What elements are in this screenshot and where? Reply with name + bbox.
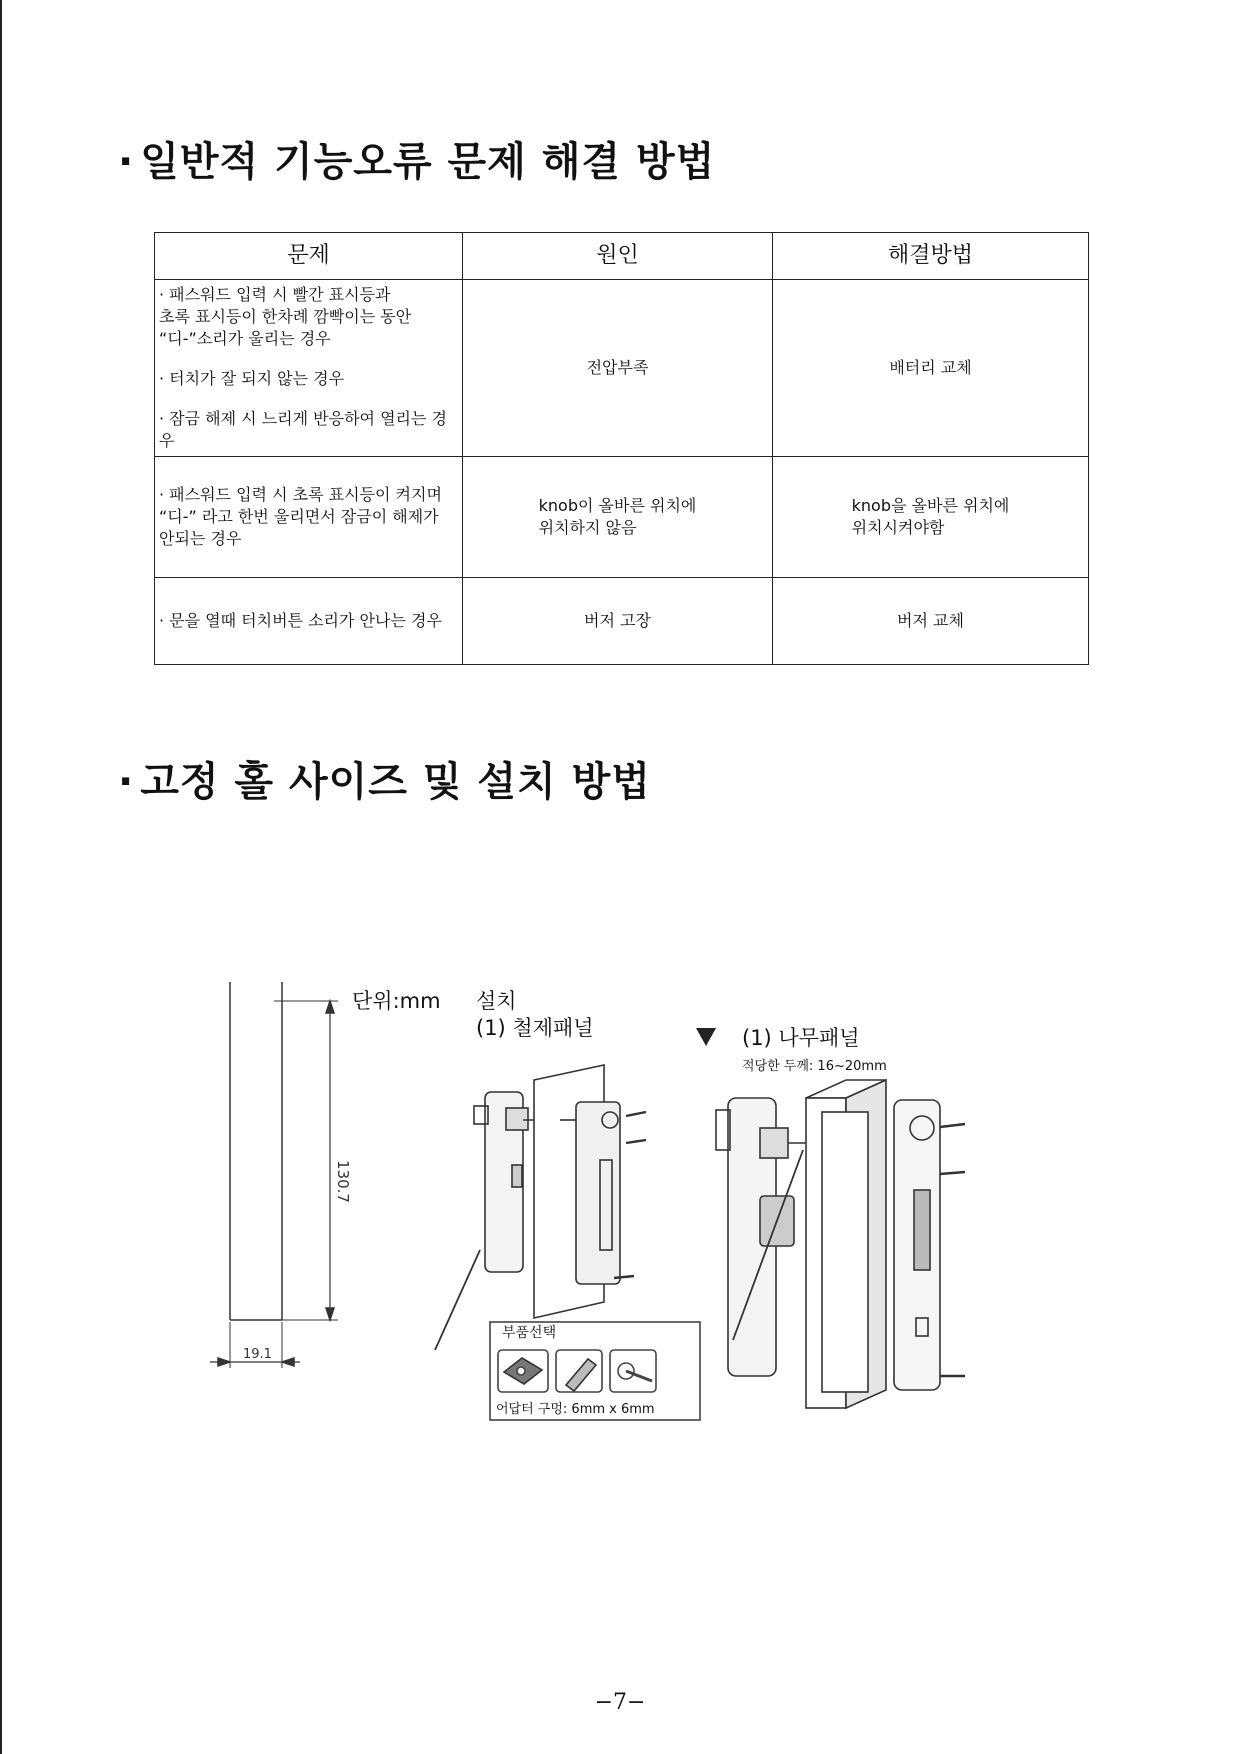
problem-line: “디-” 라고 한번 울리면서 잠금이 해제가 — [159, 507, 439, 526]
cause-line: knob이 올바른 위치에 — [538, 496, 697, 515]
title-bullet: · — [118, 139, 135, 185]
cause-cell: 전압부족 — [463, 280, 773, 457]
steel-panel-label: (1) 철제패널 — [476, 1016, 594, 1040]
cause-cell — [463, 457, 773, 578]
problem-line: “디-”소리가 울리는 경우 — [159, 329, 331, 348]
hole-size-drawing — [210, 982, 338, 1368]
solution-cell — [773, 457, 1089, 578]
solution-line: 위치시켜야함 — [851, 518, 945, 537]
parts-select-label: 부품선택 — [502, 1325, 557, 1341]
table-row — [155, 457, 1089, 578]
screw-icon — [614, 1112, 646, 1278]
problem-line: · 문을 열때 터치버튼 소리가 안나는 경우 — [159, 611, 442, 630]
solution-cell: 버저 교체 — [773, 578, 1089, 665]
height-dimension: 130.7 — [334, 1160, 352, 1203]
solution-line: knob을 올바른 위치에 — [851, 496, 1010, 515]
unit-label: 단위:mm — [352, 989, 441, 1013]
cam-part-icon — [556, 1350, 602, 1392]
title-bullet: · — [118, 759, 135, 805]
cause-cell: 버저 고장 — [463, 578, 773, 665]
install-title — [118, 750, 651, 807]
header-problem: 문제 — [155, 233, 463, 280]
width-dimension: 19.1 — [243, 1347, 272, 1362]
page-number: −7− — [594, 1690, 646, 1715]
page-edge-line — [0, 0, 2, 1754]
troubleshooting-title-text: 일반적 기능오류 문제 해결 방법 — [140, 139, 716, 185]
problem-line: · 패스워드 입력 시 빨간 표시등과 — [159, 285, 391, 304]
table-header-row — [155, 233, 1089, 280]
troubleshooting-title — [118, 130, 715, 187]
problem-cell — [155, 578, 463, 665]
table-row — [155, 280, 1089, 457]
solution-cell: 배터리 교체 — [773, 280, 1089, 457]
table-row — [155, 578, 1089, 665]
install-label: 설치 — [476, 989, 517, 1013]
problem-cell — [155, 280, 463, 457]
problem-line: 안되는 경우 — [159, 529, 242, 548]
install-title-text: 고정 홀 사이즈 및 설치 방법 — [140, 759, 651, 805]
header-cause: 원인 — [463, 233, 773, 280]
wood-panel-assembly — [696, 1028, 965, 1408]
screw-icon — [940, 1124, 965, 1376]
thickness-label: 적당한 두께: 16~20mm — [742, 1059, 887, 1074]
cause-line: 위치하지 않음 — [538, 518, 637, 537]
problem-line: 초록 표시등이 한차례 깜빡이는 동안 — [159, 307, 412, 326]
lever-part-icon — [610, 1350, 656, 1392]
steel-panel-assembly — [435, 1065, 646, 1350]
down-triangle-icon — [696, 1028, 716, 1046]
adapter-part-icon — [498, 1350, 548, 1392]
problem-line: · 터치가 잘 되지 않는 경우 — [159, 369, 345, 388]
problem-line: · 패스워드 입력 시 초록 표시등이 켜지며 — [159, 485, 442, 504]
problem-line: · 잠금 해제 시 느리게 반응하여 열리는 경우 — [159, 409, 447, 450]
wood-panel-label: (1) 나무패널 — [742, 1026, 860, 1050]
header-solution: 해결방법 — [773, 233, 1089, 280]
troubleshooting-table — [154, 232, 1089, 665]
problem-cell — [155, 457, 463, 578]
adapter-hole-label: 어답터 구멍: 6mm x 6mm — [496, 1402, 655, 1417]
